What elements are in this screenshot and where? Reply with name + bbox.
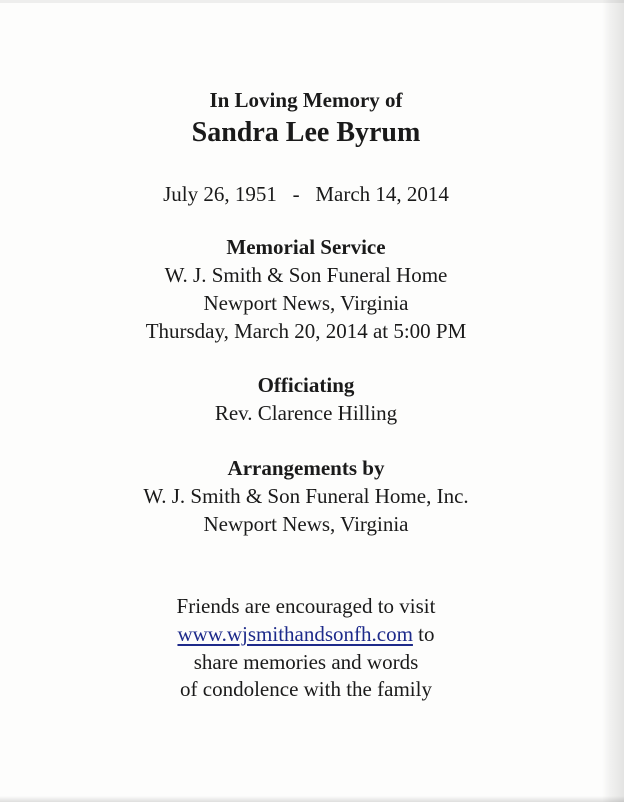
website-link[interactable]: www.wjsmithandsonfh.com — [177, 622, 413, 646]
website-suffix: to — [412, 622, 435, 646]
death-date: March 14, 2014 — [315, 182, 449, 206]
officiating-heading: Officiating — [257, 373, 355, 397]
arrangements-heading: Arrangements by — [227, 456, 385, 480]
service-location: Newport News, Virginia — [203, 291, 409, 315]
life-dates — [0, 182, 612, 207]
officiant-name: Rev. Clarence Hilling — [214, 401, 398, 425]
paper-top-edge — [0, 0, 624, 3]
closing-line-1: Friends are encouraged to visit — [176, 594, 436, 618]
service-datetime: Thursday, March 20, 2014 at 5:00 PM — [145, 319, 467, 343]
arrangements-company: W. J. Smith & Son Funeral Home, Inc. — [143, 484, 469, 508]
memory-intro: In Loving Memory of — [209, 88, 403, 112]
closing-line-2 — [0, 622, 612, 647]
arrangements-location: Newport News, Virginia — [203, 512, 409, 536]
closing-line-3: share memories and words — [193, 650, 419, 674]
birth-date: July 26, 1951 — [163, 182, 277, 206]
service-heading: Memorial Service — [226, 235, 386, 259]
closing-line-4: of condolence with the family — [180, 677, 432, 701]
date-separator: - — [292, 182, 300, 206]
deceased-name: Sandra Lee Byrum — [191, 117, 421, 148]
paper-bottom-edge-shadow — [0, 796, 624, 802]
service-venue: W. J. Smith & Son Funeral Home — [164, 263, 448, 287]
